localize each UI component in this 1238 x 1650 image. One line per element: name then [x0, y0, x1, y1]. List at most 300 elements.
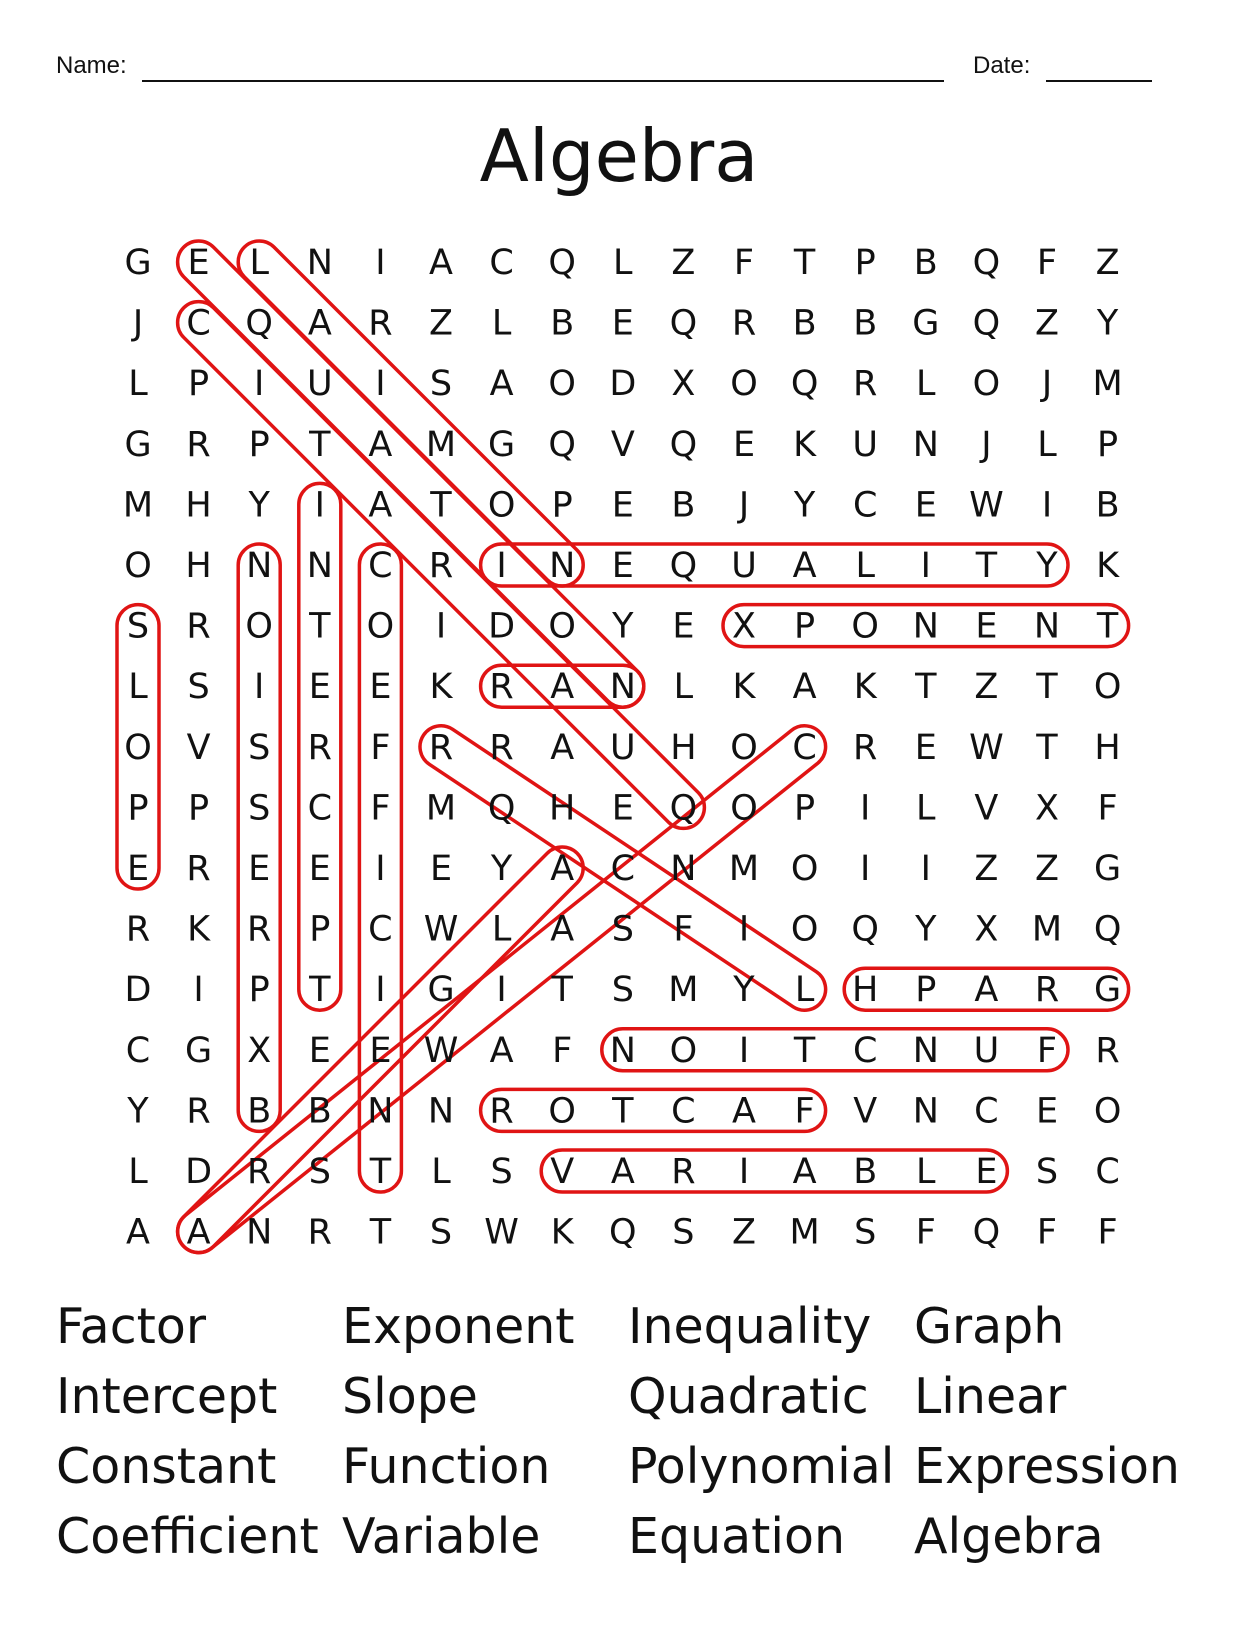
grid-letter: N	[1033, 606, 1061, 647]
grid-letter: C	[368, 909, 393, 950]
grid-letter: T	[915, 667, 937, 708]
grid-letter: T	[1036, 667, 1058, 708]
grid-letter: M	[425, 424, 457, 465]
grid-letter: A	[792, 667, 817, 708]
grid-letter: Y	[1036, 546, 1058, 586]
grid-letter: E	[369, 1030, 392, 1071]
grid-letter: E	[308, 849, 331, 889]
word-list-item: Quadratic	[628, 1368, 869, 1425]
grid-letter: S	[248, 727, 271, 768]
grid-letter: L	[916, 1152, 936, 1192]
grid-letter: O	[548, 1091, 576, 1132]
grid-letter: G	[912, 303, 940, 344]
grid-letter: Y	[793, 485, 816, 526]
grid-letter: N	[912, 1030, 939, 1071]
grid-letter: U	[852, 424, 879, 465]
grid-letter: D	[124, 970, 152, 1011]
grid-letter: J	[1041, 364, 1053, 405]
grid-letter: N	[609, 667, 636, 708]
grid-letter: Q	[548, 243, 576, 283]
grid-letter: L	[128, 1152, 148, 1192]
grid-letter: R	[428, 727, 454, 768]
grid-letter: F	[1097, 788, 1118, 829]
grid-letter: B	[550, 303, 575, 344]
grid-letter: I	[375, 243, 386, 283]
grid-letter: K	[732, 667, 756, 708]
grid-letter: R	[853, 727, 878, 768]
grid-letter: C	[489, 243, 514, 283]
word-list-item: Polynomial	[628, 1438, 895, 1495]
grid-letter: E	[308, 667, 331, 708]
grid-letter: N	[246, 1212, 273, 1253]
grid-letter: T	[793, 243, 816, 283]
grid-letter: H	[185, 546, 212, 586]
grid-letter: G	[1094, 849, 1122, 889]
grid-letter: B	[671, 485, 696, 526]
grid-letter: I	[375, 970, 386, 1011]
grid-letter: L	[916, 788, 936, 829]
word-list-item: Variable	[342, 1508, 541, 1565]
grid-letter: M	[789, 1212, 820, 1253]
grid-letter: G	[124, 424, 152, 465]
grid-letter: L	[613, 243, 633, 283]
grid-letter: Z	[974, 667, 999, 708]
grid-letter: C	[671, 1091, 696, 1132]
grid-letter: V	[853, 1091, 878, 1132]
grid-letter: Y	[248, 485, 270, 526]
grid-letter: T	[975, 546, 998, 586]
grid-letter: I	[435, 606, 447, 647]
grid-letter: I	[1041, 485, 1053, 526]
grid-letter: O	[245, 606, 273, 647]
grid-letter: S	[611, 970, 634, 1011]
grid-letter: A	[550, 667, 575, 708]
grid-letter: C	[610, 849, 636, 889]
grid-letter: X	[1035, 788, 1059, 829]
grid-letter: R	[489, 727, 514, 768]
grid-letter: W	[423, 909, 459, 950]
grid-letter: Z	[732, 1212, 756, 1253]
grid-letter: S	[490, 1152, 513, 1192]
grid-letter: G	[488, 424, 516, 465]
grid-letter: M	[1092, 364, 1123, 405]
grid-letter: O	[366, 606, 395, 647]
grid-letter: N	[367, 1091, 394, 1132]
grid-letter: I	[496, 970, 507, 1011]
grid-letter: G	[1094, 970, 1122, 1011]
grid-letter: A	[792, 1152, 817, 1192]
grid-letter: T	[430, 485, 452, 526]
grid-letter: E	[611, 788, 634, 829]
grid-letter: U	[731, 546, 757, 586]
grid-letter: N	[912, 1091, 939, 1132]
grid-letter: F	[733, 243, 755, 283]
grid-letter: Y	[733, 970, 755, 1011]
word-list-item: Exponent	[342, 1298, 575, 1355]
grid-letter: W	[484, 1212, 519, 1253]
grid-letter: O	[669, 1030, 698, 1071]
grid-letter: B	[1095, 485, 1120, 526]
grid-letter: F	[370, 727, 391, 768]
grid-letter: O	[790, 909, 819, 950]
grid-letter: N	[306, 546, 333, 586]
grid-letter: R	[368, 303, 393, 344]
grid-letter: N	[912, 424, 939, 465]
grid-letter: Q	[669, 424, 698, 465]
grid-letter: I	[375, 849, 386, 889]
puzzle-title: Algebra	[479, 114, 759, 198]
grid-letter: Q	[609, 1212, 637, 1253]
grid-letter: P	[309, 909, 331, 950]
grid-letter: C	[307, 788, 333, 829]
grid-letter: Q	[669, 303, 698, 344]
grid-letter: F	[1097, 1212, 1118, 1253]
grid-letter: R	[307, 727, 332, 768]
grid-letter: Y	[490, 849, 513, 889]
grid-letter: P	[551, 485, 573, 526]
grid-letter: M	[425, 788, 457, 829]
grid-letter: D	[488, 606, 516, 647]
grid-letter: Q	[790, 364, 819, 405]
grid-letter: L	[128, 667, 148, 708]
grid-letter: E	[611, 546, 634, 586]
grid-letter: K	[793, 424, 817, 465]
grid-letter: R	[671, 1152, 696, 1192]
grid-letter: I	[314, 485, 325, 526]
grid-letter: S	[126, 606, 150, 647]
grid-letter: P	[188, 788, 210, 829]
word-list-item: Expression	[914, 1438, 1180, 1495]
grid-letter: F	[370, 788, 391, 829]
grid-letter: K	[187, 909, 211, 950]
grid-letter: O	[972, 364, 1001, 405]
grid-letter: Z	[974, 849, 999, 889]
grid-letter: A	[307, 303, 332, 344]
grid-letter: Q	[487, 788, 516, 829]
grid-letter: T	[793, 1030, 816, 1071]
grid-letter: R	[125, 909, 151, 950]
grid-letter: I	[738, 1030, 750, 1071]
grid-letter: O	[851, 606, 879, 647]
grid-letter: T	[1096, 606, 1119, 647]
grid-letter: N	[912, 606, 939, 647]
grid-letter: F	[1036, 243, 1058, 283]
grid-letter: V	[550, 1152, 575, 1192]
grid-letter: Y	[1096, 303, 1119, 344]
grid-letter: R	[428, 546, 454, 586]
grid-letter: S	[429, 364, 453, 405]
word-list-item: Function	[342, 1438, 551, 1495]
grid-letter: S	[672, 1212, 695, 1253]
grid-letter: I	[920, 546, 931, 586]
grid-letter: K	[1096, 546, 1120, 586]
grid-letter: M	[122, 485, 154, 526]
grid-letter: L	[916, 364, 936, 405]
grid-letter: C	[368, 546, 393, 586]
grid-letter: C	[974, 1091, 999, 1132]
grid-letter: X	[732, 606, 756, 647]
grid-letter: B	[853, 303, 878, 344]
grid-letter: K	[429, 667, 453, 708]
grid-letter: E	[187, 243, 210, 283]
grid-letter: Q	[548, 424, 576, 465]
grid-letter: S	[611, 909, 634, 950]
grid-letter: L	[128, 364, 148, 405]
grid-letter: W	[423, 1030, 459, 1071]
grid-letter: Q	[245, 303, 273, 344]
grid-letter: I	[254, 364, 265, 405]
grid-letter: W	[969, 485, 1004, 526]
grid-letter: N	[427, 1091, 455, 1132]
grid-letter: S	[429, 1212, 453, 1253]
grid-letter: H	[670, 727, 697, 768]
grid-letter: E	[369, 667, 392, 708]
grid-letter: A	[368, 424, 393, 465]
grid-letter: O	[1093, 1091, 1122, 1132]
word-list-item: Intercept	[56, 1368, 278, 1425]
grid-letter: H	[1094, 727, 1121, 768]
grid-letter: U	[609, 727, 636, 768]
grid-letter: K	[550, 1212, 574, 1253]
grid-letter: A	[186, 1212, 211, 1253]
grid-letter: P	[127, 788, 149, 829]
grid-letter: L	[794, 970, 815, 1011]
grid-letter: Q	[851, 909, 879, 950]
grid-letter: E	[248, 849, 271, 889]
word-list-item: Linear	[914, 1368, 1067, 1425]
grid-letter: Y	[915, 909, 937, 950]
grid-letter: X	[974, 909, 999, 950]
grid-letter: G	[124, 243, 152, 283]
grid-letter: E	[1035, 1091, 1059, 1132]
word-list-item: Coefficient	[56, 1508, 319, 1565]
grid-letter: E	[611, 485, 634, 526]
grid-letter: O	[730, 364, 758, 405]
date-label: Date:	[973, 52, 1031, 79]
grid-letter: Q	[1093, 909, 1122, 950]
grid-letter: W	[969, 727, 1004, 768]
grid-letter: E	[126, 849, 150, 889]
grid-letter: P	[854, 243, 876, 283]
grid-letter: C	[852, 1030, 878, 1071]
grid-letter: N	[670, 849, 697, 889]
grid-letter: Y	[612, 606, 634, 647]
grid-letter: H	[549, 788, 576, 829]
grid-letter: I	[375, 364, 386, 405]
grid-letter: P	[915, 970, 937, 1011]
grid-letters	[123, 243, 1123, 1253]
grid-letter: L	[673, 667, 694, 708]
grid-letter: H	[852, 970, 879, 1011]
grid-letter: Z	[1095, 243, 1120, 283]
grid-letter: L	[491, 303, 512, 344]
word-list	[56, 1292, 1226, 1572]
grid-letter: P	[188, 364, 210, 405]
grid-letter: K	[853, 667, 877, 708]
grid-letter: P	[248, 970, 270, 1011]
grid-letter: R	[186, 606, 211, 647]
grid-letter: I	[254, 667, 265, 708]
grid-letter: G	[185, 1030, 213, 1071]
grid-letter: Y	[127, 1091, 149, 1132]
grid-letter: R	[1034, 970, 1060, 1011]
grid-letter: A	[126, 1212, 150, 1253]
grid-letter: R	[489, 1091, 514, 1132]
grid-letter: R	[186, 424, 211, 465]
grid-letter: A	[610, 1152, 635, 1192]
grid-letter: O	[730, 788, 758, 829]
grid-letter: Q	[669, 788, 698, 829]
grid-letter: S	[187, 667, 210, 708]
grid-letter: S	[854, 1212, 877, 1253]
grid-letter: B	[853, 1152, 878, 1192]
grid-letter: E	[672, 606, 695, 647]
found-word-mark	[481, 1089, 826, 1131]
grid-letter: U	[306, 364, 333, 405]
grid-letter: V	[974, 788, 999, 829]
grid-letter: A	[732, 1091, 756, 1132]
grid-letter: Z	[429, 303, 453, 344]
grid-letter: N	[306, 243, 333, 283]
grid-letter: O	[1093, 667, 1122, 708]
grid-letter: R	[186, 1091, 211, 1132]
grid-letter: X	[247, 1030, 272, 1071]
grid-letter: M	[1031, 909, 1063, 950]
grid-letter: J	[981, 424, 992, 465]
grid-letter: L	[855, 546, 875, 586]
grid-letter: J	[132, 303, 144, 344]
grid-letter: I	[193, 970, 204, 1011]
grid-letter: V	[610, 424, 635, 465]
grid-letter: B	[792, 303, 817, 344]
grid-letter: A	[792, 546, 817, 586]
grid-letter: T	[369, 1152, 392, 1192]
grid-letter: E	[975, 1152, 998, 1192]
grid-letter: T	[369, 1212, 392, 1253]
grid-letter: C	[125, 1030, 151, 1071]
grid-letter: Q	[669, 546, 698, 586]
grid-letter: R	[247, 909, 272, 950]
grid-letter: F	[673, 909, 694, 950]
grid-letter: T	[309, 606, 331, 647]
grid-letter: R	[186, 849, 211, 889]
grid-letter: B	[913, 243, 938, 283]
grid-letter: P	[1097, 424, 1119, 465]
grid-letter: Z	[1035, 849, 1059, 889]
grid-letter: G	[427, 970, 455, 1011]
grid-letter: I	[738, 1152, 750, 1192]
grid-letter: L	[491, 909, 512, 950]
found-word-mark	[238, 241, 583, 586]
grid-letter: F	[915, 1212, 936, 1253]
grid-letter: A	[974, 970, 999, 1011]
grid-letter: N	[246, 546, 273, 586]
grid-letter: T	[1036, 727, 1058, 768]
grid-letter: R	[307, 1212, 332, 1253]
grid-letter: T	[612, 1091, 634, 1132]
grid-letter: H	[185, 485, 212, 526]
grid-letter: P	[794, 606, 816, 647]
word-list-item: Algebra	[914, 1508, 1104, 1565]
grid-letter: B	[307, 1091, 332, 1132]
grid-letter: I	[496, 546, 507, 586]
word-list-item: Inequality	[628, 1298, 872, 1355]
grid-letter: A	[550, 727, 575, 768]
grid-letter: C	[792, 727, 817, 768]
grid-letter: V	[186, 727, 211, 768]
grid-letter: E	[429, 849, 453, 889]
grid-letter: X	[671, 364, 696, 405]
grid-letter: T	[309, 424, 331, 465]
grid-letter: D	[609, 364, 637, 405]
grid-letter: A	[368, 485, 393, 526]
grid-letter: A	[550, 909, 575, 950]
grid-letter: F	[794, 1091, 815, 1132]
grid-letter: R	[853, 364, 878, 405]
grid-letter: E	[611, 303, 634, 344]
grid-letter: Z	[671, 243, 696, 283]
word-list-item: Equation	[628, 1508, 846, 1565]
grid-letter: A	[429, 243, 453, 283]
grid-letter: I	[860, 849, 871, 889]
grid-letter: E	[732, 424, 756, 465]
word-list-item: Factor	[56, 1298, 206, 1355]
grid-letter: A	[489, 364, 514, 405]
grid-letter: L	[249, 243, 269, 283]
grid-letter: T	[551, 970, 573, 1011]
grid-letter: P	[248, 424, 270, 465]
grid-letter: F	[552, 1030, 573, 1071]
grid-letter: N	[549, 546, 576, 586]
grid-letter: O	[790, 849, 819, 889]
grid-letter: F	[1036, 1030, 1058, 1071]
grid-letter: O	[124, 546, 152, 586]
grid-letter: E	[914, 727, 937, 768]
word-list-item: Slope	[342, 1368, 478, 1425]
grid-letter: C	[1095, 1152, 1120, 1192]
grid-letter: Q	[972, 243, 1001, 283]
grid-letter: C	[186, 303, 211, 344]
grid-letter: S	[248, 788, 271, 829]
grid-letter: P	[794, 788, 816, 829]
grid-letter: O	[548, 606, 576, 647]
grid-letter: S	[1035, 1152, 1059, 1192]
grid-letter: I	[860, 788, 871, 829]
word-list-item: Graph	[914, 1298, 1065, 1355]
grid-letter: A	[550, 849, 575, 889]
grid-letter: N	[609, 1030, 636, 1071]
grid-letter: M	[668, 970, 699, 1011]
grid-letter: B	[247, 1091, 272, 1132]
grid-letter: E	[975, 606, 998, 647]
grid-letter: Z	[1035, 303, 1059, 344]
grid-letter: M	[728, 849, 760, 889]
grid-letter: R	[1095, 1030, 1120, 1071]
grid-letter: S	[308, 1152, 331, 1192]
grid-letter: E	[914, 485, 937, 526]
grid-letter: T	[309, 970, 331, 1011]
grid-letter: A	[489, 1030, 514, 1071]
grid-letter: O	[487, 485, 516, 526]
grid-letter: U	[973, 1030, 1000, 1071]
grid-letter: L	[431, 1152, 451, 1192]
grid-letter: I	[738, 909, 750, 950]
grid-letter: L	[1037, 424, 1057, 465]
grid-letter: I	[920, 849, 931, 889]
grid-letter: E	[308, 1030, 331, 1071]
grid-letter: C	[852, 485, 878, 526]
grid-letter: O	[730, 727, 758, 768]
